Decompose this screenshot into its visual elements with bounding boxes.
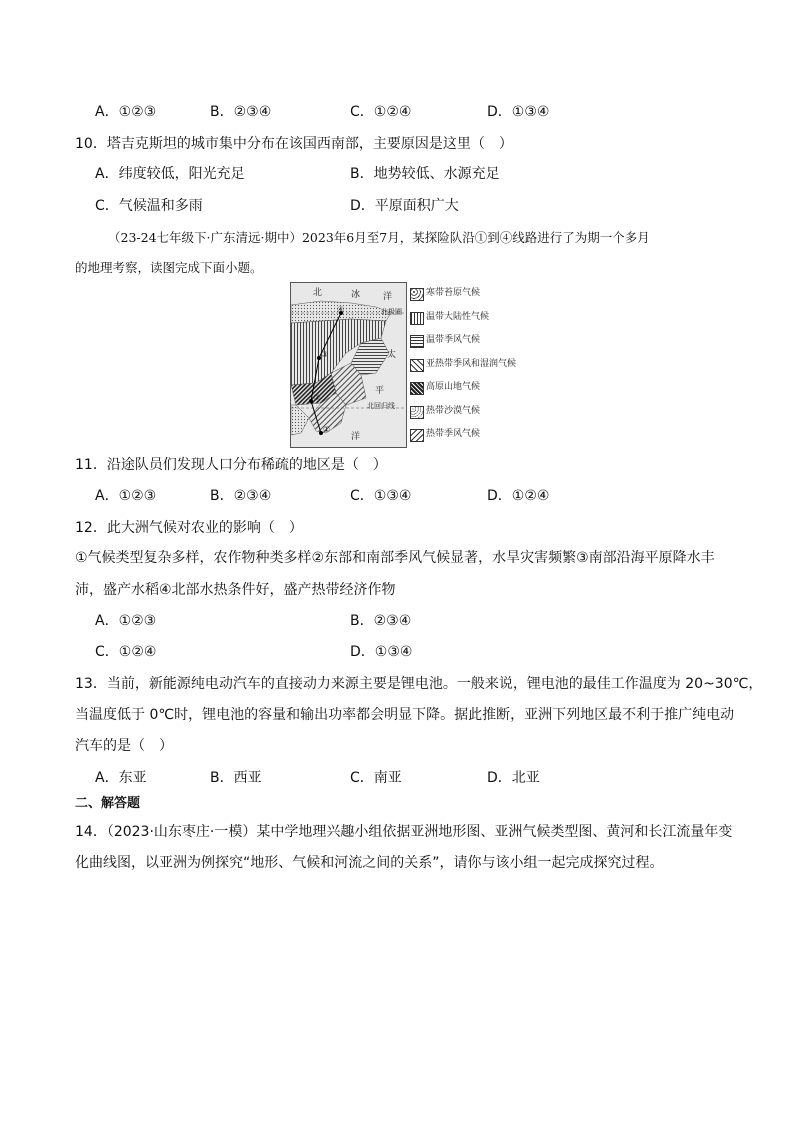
q13-option-c: C．南亚 [350, 770, 402, 786]
legend-item-desert [410, 402, 510, 426]
q11-stem: 11．沿途队员们发现人口分布稀疏的地区是（ ） [75, 457, 387, 473]
q11-option-b: B．②③④ [210, 488, 272, 504]
legend-swatch [410, 429, 424, 442]
q9-option-a: A．①②③ [95, 104, 157, 120]
map-label-arctic-2: 冰 [351, 290, 361, 300]
q12-stem: 12．此大洲气候对农业的影响（ ） [75, 520, 303, 536]
q12-option-a: A．①②③ [95, 613, 157, 629]
q13-line-2: 当温度低于 0℃时，锂电池的容量和输出功率都会明显下降。据此推断，亚洲下列地区最不利于推广纯电动 [75, 707, 735, 723]
legend-swatch [410, 359, 424, 372]
q9-option-d: D．①③④ [487, 104, 550, 120]
q12-option-d: D．①③④ [350, 644, 413, 660]
legend-item-highland [410, 378, 510, 402]
route-marker-1: ① [323, 425, 331, 434]
legend-label: 热带沙漠气候 [426, 405, 481, 416]
asia-climate-map [290, 282, 407, 448]
legend-swatch [410, 312, 424, 325]
q13-line-3: 汽车的是（ ） [75, 738, 173, 754]
q10-option-c: C．气候温和多雨 [95, 198, 203, 214]
map-label-arctic-1: 北 [313, 288, 323, 298]
q11-option-a: A．①②③ [95, 488, 157, 504]
map-label-pacific-2: 平 [375, 386, 385, 396]
q10-option-d: D．平原面积广大 [350, 198, 459, 214]
legend-swatch [410, 406, 424, 419]
legend-swatch [410, 382, 424, 395]
legend-item-temperate-continental [410, 308, 510, 332]
q10-stem: 10．塔吉克斯坦的城市集中分布在该国西南部，主要原因是这里（ ） [75, 136, 513, 152]
legend-item-tropical-monsoon [410, 425, 510, 449]
legend-label: 寒带苔原气候 [426, 288, 481, 298]
legend-swatch [410, 335, 424, 348]
q13-option-d: D．北亚 [487, 770, 540, 786]
legend-label: 高原山地气候 [426, 382, 481, 392]
map-label-pacific-1: 太 [387, 350, 397, 360]
route-marker-4: ④ [337, 305, 345, 314]
legend-swatch [410, 288, 424, 301]
q11-option-d: D．①②④ [487, 488, 550, 504]
map-label-tropic: 北回归线 [367, 402, 395, 410]
q14-line-1: 14．（2023·山东枣庄·一模）某中学地理兴趣小组依据亚洲地形图、亚洲气候类型图、黄河和长江流量年变 [75, 824, 733, 840]
q12-option-b: B．②③④ [350, 613, 412, 629]
q13-option-a: A．东亚 [95, 770, 147, 786]
q13-line-1: 13．当前，新能源纯电动汽车的直接动力来源主要是锂电池。一般来说，锂电池的最佳工作温度为 20~30℃， [75, 676, 763, 692]
legend-item-temperate-monsoon [410, 331, 510, 355]
q9-option-c: C．①②④ [350, 104, 412, 120]
legend-label: 热带季风气候 [426, 429, 481, 439]
legend-item-tundra [410, 284, 510, 308]
map-legend [410, 284, 517, 449]
q10-option-b: B．地势较低、水源充足 [350, 166, 500, 182]
intro-line-2: 的地理考察，读图完成下面小题。 [75, 260, 263, 275]
q10-option-a: A．纬度较低，阳光充足 [95, 166, 245, 182]
map-label-arctic-circle: 北极圈 [381, 308, 402, 316]
legend-label: 温带大陆性气候 [426, 311, 490, 322]
map-label-ocean-bottom: 洋 [351, 432, 361, 442]
route-marker-2: ② [313, 393, 321, 402]
q13-option-b: B．西亚 [210, 770, 262, 786]
legend-label: 亚热带季风和湿润气候 [426, 358, 517, 369]
map-label-arctic-3: 洋 [383, 292, 393, 302]
q12-body-2: 沛，盛产水稻④北部水热条件好，盛产热带经济作物 [75, 582, 396, 598]
legend-item-subtropical [410, 355, 517, 379]
intro-line-1: （23-24七年级下·广东清远·期中）2023年6月至7月，某探险队沿①到④线路进行了为期一个多月 [108, 230, 650, 245]
q12-option-c: C．①②④ [95, 644, 157, 660]
q12-body-1: ①气候类型复杂多样，农作物种类多样②东部和南部季风气候显著，水旱灾害频繁③南部沿海平原降水丰 [75, 550, 715, 566]
q14-line-2: 化曲线图，以亚洲为例探究“地形、气候和河流之间的关系”，请你与该小组一起完成探究过程。 [75, 855, 664, 871]
q9-option-b: B．②③④ [210, 104, 272, 120]
section-heading: 二、解答题 [75, 796, 141, 811]
legend-label: 温带季风气候 [426, 335, 481, 345]
q11-option-c: C．①③④ [350, 488, 412, 504]
route-marker-3: ③ [321, 350, 329, 359]
